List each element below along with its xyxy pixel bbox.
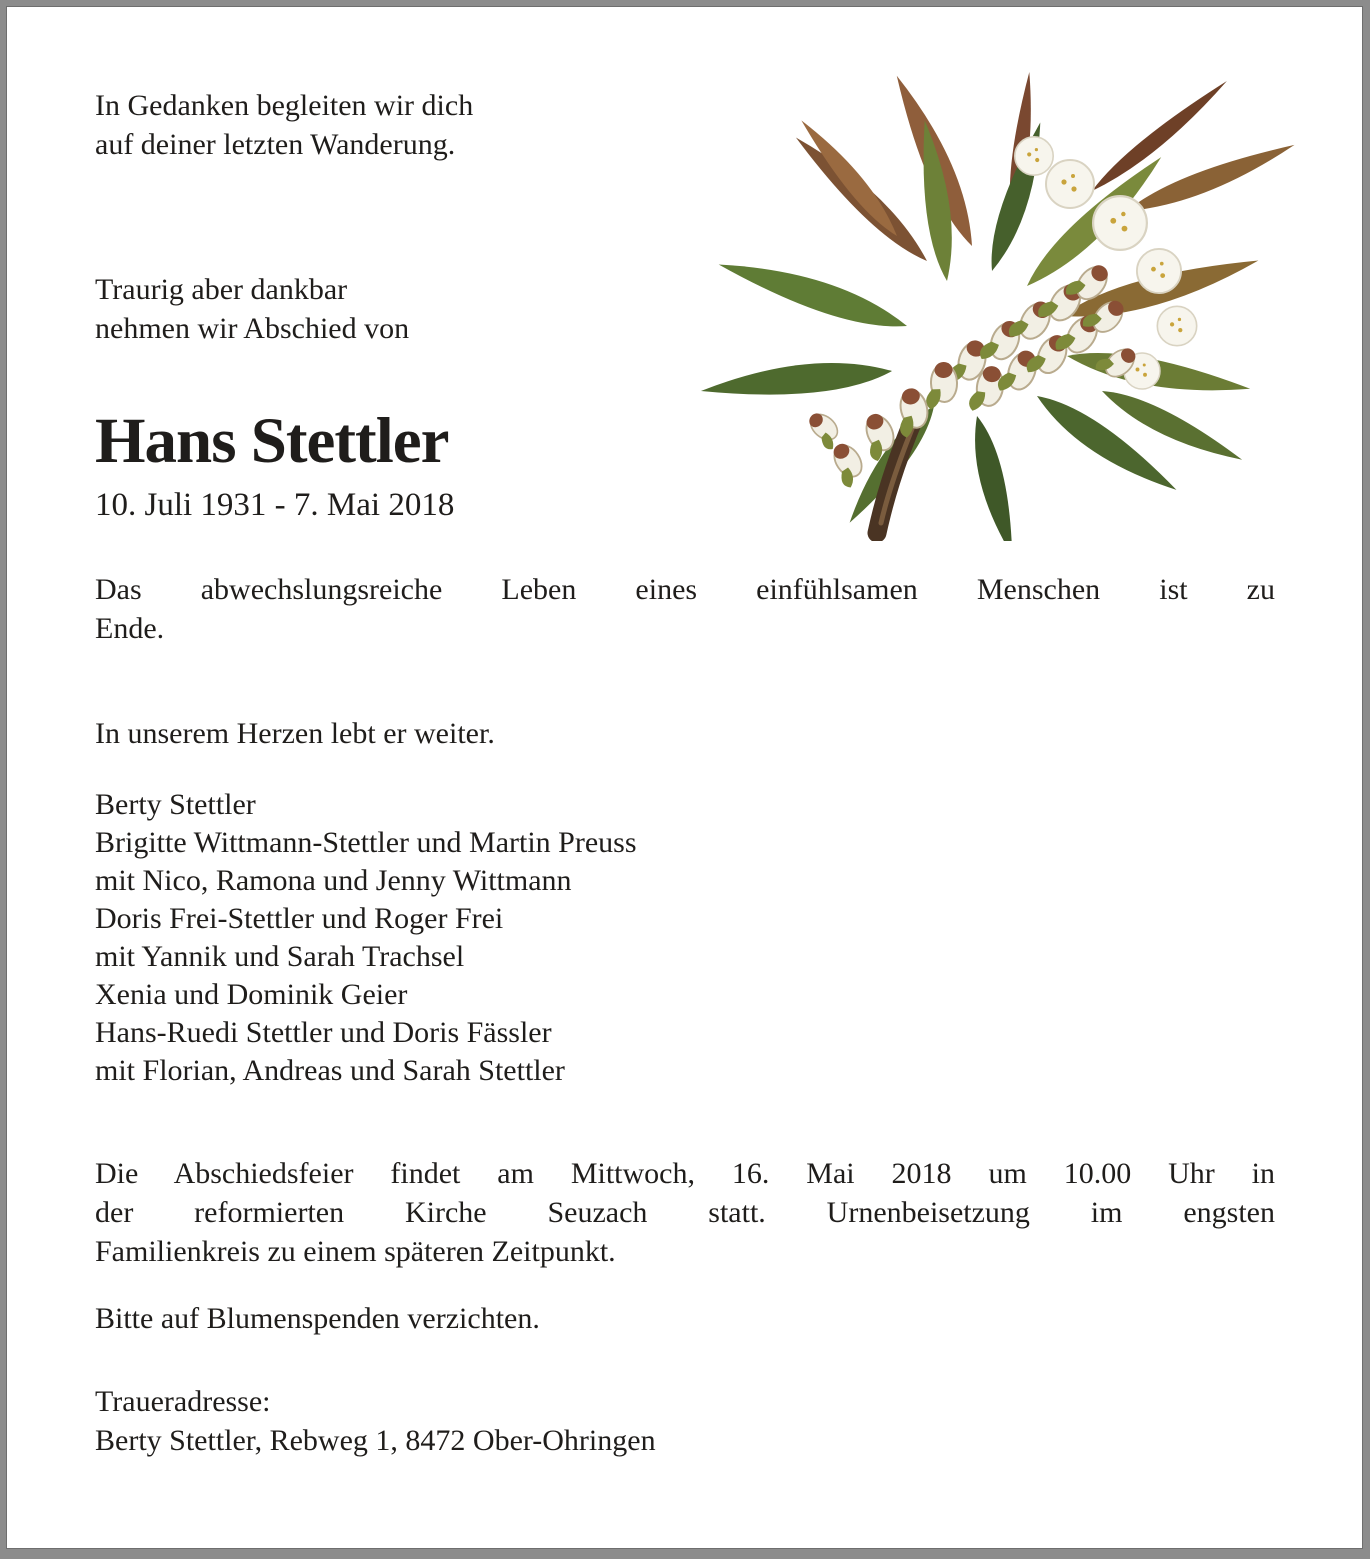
family-member: Brigitte Wittmann-Stettler und Martin Preuss: [95, 826, 637, 859]
memorial-line: In unserem Herzen lebt er weiter.: [95, 717, 495, 750]
intro-line-1: Traurig aber dankbar: [95, 273, 348, 306]
family-member: Hans-Ruedi Stettler und Doris Fässler: [95, 1016, 552, 1049]
opening-line-1: In Gedanken begleiten wir dich: [95, 89, 474, 122]
ceremony-line: Familienkreis zu einem späteren Zeitpunkt.: [95, 1235, 616, 1268]
flowers-note: Bitte auf Blumenspenden verzichten.: [95, 1302, 540, 1335]
opening-line-2: auf deiner letzten Wanderung.: [95, 128, 456, 161]
family-member: mit Yannik und Sarah Trachsel: [95, 940, 465, 973]
family-list: [95, 786, 1275, 1090]
obituary-page: [7, 7, 1362, 1548]
deceased-name: Hans Stettler: [95, 405, 449, 477]
family-member: mit Florian, Andreas und Sarah Stettler: [95, 1054, 565, 1087]
family-member: Doris Frei-Stettler und Roger Frei: [95, 902, 504, 935]
blossom-branch-image: [672, 71, 1312, 541]
life-paragraph-line: Das abwechslungsreiche Leben eines einfühlsamen Menschen ist zu: [95, 573, 1275, 606]
ceremony-line: der reformierten Kirche Seuzach statt. Urnenbeisetzung im engsten: [95, 1196, 1275, 1229]
family-member: Xenia und Dominik Geier: [95, 978, 408, 1011]
family-member: Berty Stettler: [95, 788, 256, 821]
mourning-address-label: Traueradresse:: [95, 1385, 271, 1418]
life-dates: 10. Juli 1931 - 7. Mai 2018: [95, 487, 455, 523]
mourning-address: [95, 1382, 1275, 1460]
family-member: mit Nico, Ramona und Jenny Wittmann: [95, 864, 572, 897]
intro-line-2: nehmen wir Abschied von: [95, 312, 410, 345]
ceremony-line: Die Abschiedsfeier findet am Mittwoch, 16. Mai 2018 um 10.00 Uhr in: [95, 1157, 1275, 1190]
mourning-address-value: Berty Stettler, Rebweg 1, 8472 Ober-Ohringen: [95, 1424, 656, 1457]
life-paragraph-line: Ende.: [95, 612, 165, 645]
ceremony-paragraph: [95, 1154, 1275, 1271]
life-paragraph: [95, 570, 1275, 648]
